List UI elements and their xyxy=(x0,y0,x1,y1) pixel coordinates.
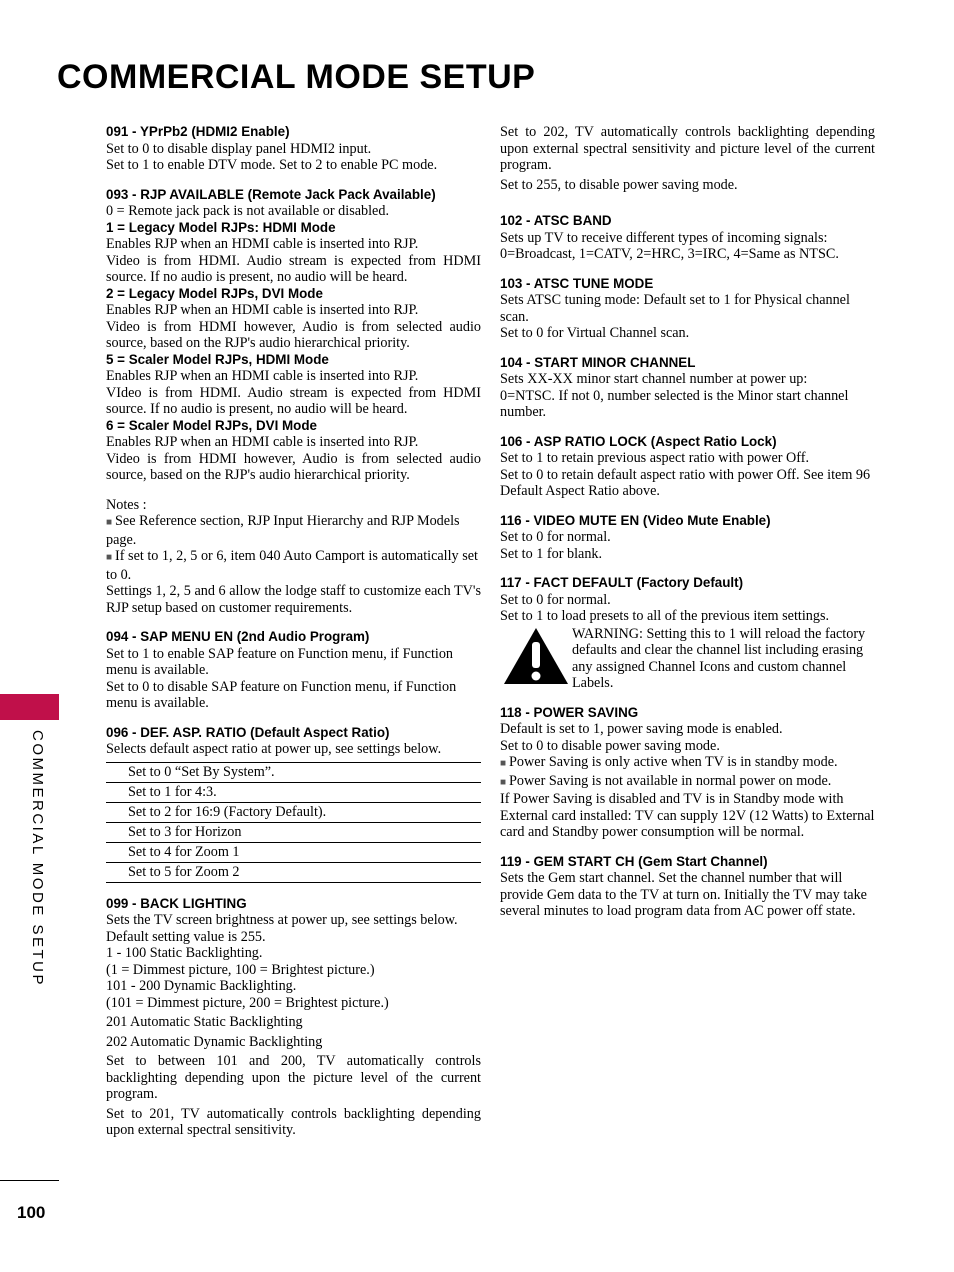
note-text: If set to 1, 2, 5 or 6, item 040 Auto Camport is automatically set to 0. xyxy=(106,548,478,583)
warning-icon xyxy=(500,626,572,686)
text-line: Set to 0 to retain default aspect ratio with power Off. See item 96 Default Aspect Ratio above. xyxy=(500,466,871,499)
mode-title: 5 = Scaler Model RJPs, HDMI Mode xyxy=(106,351,329,367)
text-line: Set to 1 to enable SAP feature on Function menu, if Function menu is available. xyxy=(106,645,454,678)
text-line: Settings 1, 2, 5 and 6 allow the lodge staff to customize each TV's RJP setup based on customer requirements. xyxy=(106,583,481,616)
mode-title: 2 = Legacy Model RJPs, DVI Mode xyxy=(106,285,323,301)
section-091 xyxy=(106,124,481,174)
section-heading: 119 - GEM START CH (Gem Start Channel) xyxy=(500,853,768,869)
section-heading: 099 - BACK LIGHTING xyxy=(106,895,247,911)
text-line: Set to 201, TV automatically controls backlighting depending upon external spectral sensitivity. xyxy=(106,1105,481,1138)
text-line: (1 = Dimmest picture, 100 = Brightest picture.) xyxy=(106,961,375,978)
text-line: Set to 202, TV automatically controls backlighting depending upon external spectral sensitivity and picture level of the current program. xyxy=(500,124,875,173)
bullet-text: Power Saving is only active when TV is in standby mode. xyxy=(509,754,838,770)
table-row xyxy=(106,862,481,882)
text-line: 0=Broadcast, 1=CATV, 2=HRC, 3=IRC, 4=Same as NTSC. xyxy=(500,246,839,262)
notes-label: Notes : xyxy=(106,496,147,513)
bullet-text: Power Saving is not available in normal power on mode. xyxy=(509,772,832,789)
table-row xyxy=(106,782,481,802)
text-line: Sets up TV to receive different types of incoming signals: xyxy=(500,229,828,246)
text-line: Sets the TV screen brightness at power up, see settings below. xyxy=(106,912,458,928)
mode-title: 1 = Legacy Model RJPs: HDMI Mode xyxy=(106,219,336,235)
text-line: (101 = Dimmest picture, 200 = Brightest picture.) xyxy=(106,994,389,1011)
text-line: Set to 1 to enable DTV mode. Set to 2 to enable PC mode. xyxy=(106,157,438,173)
text-line: 1 - 100 Static Backlighting. xyxy=(106,945,263,961)
warning-block xyxy=(500,626,875,692)
page-number: 100 xyxy=(17,1203,46,1222)
text-line: Selects default aspect ratio at power up, see settings below. xyxy=(106,741,442,757)
text-line: Enables RJP when an HDMI cable is inserted into RJP. xyxy=(106,236,419,252)
section-102 xyxy=(500,213,875,263)
text-line: VIdeo is from HDMI. Audio stream is expected from HDMI source. If no audio is present, no audio will be heard. xyxy=(106,384,481,417)
table-cell: Set to 5 for Zoom 2 xyxy=(106,862,481,882)
text-line: Set to 1 to load presets to all of the previous item settings. xyxy=(500,608,830,624)
section-heading: 118 - POWER SAVING xyxy=(500,704,639,720)
square-bullet-icon: ■ xyxy=(106,517,113,528)
text-line: Default is set to 1, power saving mode is enabled. xyxy=(500,721,783,737)
text-line: 201 Automatic Static Backlighting xyxy=(106,1014,303,1030)
section-heading: 106 - ASP RATIO LOCK (Aspect Ratio Lock) xyxy=(500,433,777,449)
section-106 xyxy=(500,434,875,500)
text-line: 0=NTSC. If not 0, number selected is the Minor start channel number. xyxy=(500,387,849,420)
section-heading: 116 - VIDEO MUTE EN (Video Mute Enable) xyxy=(500,512,771,528)
text-line: 0 = Remote jack pack is not available or disabled. xyxy=(106,203,389,219)
text-line: Set to 1 to retain previous aspect ratio with power Off. xyxy=(500,450,810,466)
text-line: Video is from HDMI however, Audio is from selected audio source, based on the RJP's audio hierarchical priority. xyxy=(106,450,481,483)
text-line: Set to 0 for normal. xyxy=(500,591,611,608)
warning-text: WARNING: Setting this to 1 will reload the factory defaults and clear the channel list including erasing any assigned Channel Icons and custom channel Labels. xyxy=(572,625,866,691)
section-heading: 093 - RJP AVAILABLE (Remote Jack Pack Available) xyxy=(106,186,436,202)
text-line: Default setting value is 255. xyxy=(106,928,266,945)
section-118 xyxy=(500,705,875,841)
section-093 xyxy=(106,187,481,484)
text-line: Enables RJP when an HDMI cable is inserted into RJP. xyxy=(106,434,419,450)
square-bullet-icon: ■ xyxy=(500,758,507,769)
table-cell: Set to 3 for Horizon xyxy=(106,822,481,842)
text-line: Enables RJP when an HDMI cable is inserted into RJP. xyxy=(106,302,419,318)
square-bullet-icon: ■ xyxy=(500,776,507,788)
section-104 xyxy=(500,355,875,421)
section-099-continued xyxy=(500,124,875,193)
section-117 xyxy=(500,575,875,692)
section-099 xyxy=(106,896,481,1139)
aspect-ratio-table xyxy=(106,762,481,883)
table-cell: Set to 4 for Zoom 1 xyxy=(106,842,481,862)
notes xyxy=(106,497,481,617)
table-row xyxy=(106,822,481,842)
text-line: Set to 1 for blank. xyxy=(500,545,603,562)
left-column xyxy=(106,124,481,1152)
text-line: Sets ATSC tuning mode: Default set to 1 for Physical channel scan. xyxy=(500,292,850,325)
text-line: 101 - 200 Dynamic Backlighting. xyxy=(106,978,297,994)
right-column xyxy=(500,124,875,933)
section-heading: 102 - ATSC BAND xyxy=(500,213,612,228)
note-text: See Reference section, RJP Input Hierarchy and RJP Models page. xyxy=(106,513,460,548)
text-line: Set to 0 for normal. xyxy=(500,529,611,545)
table-cell: Set to 2 for 16:9 (Factory Default). xyxy=(106,802,481,822)
section-heading: 096 - DEF. ASP. RATIO (Default Aspect Ratio) xyxy=(106,724,390,740)
square-bullet-icon: ■ xyxy=(106,552,113,563)
text-line: Enables RJP when an HDMI cable is inserted into RJP. xyxy=(106,368,419,384)
text-line: Video is from HDMI however, Audio is from selected audio source, based on the RJP's audio hierarchical priority. xyxy=(106,318,481,351)
text-line: Set to between 101 and 200, TV automatically controls backlighting depending upon the picture level of the current program. xyxy=(106,1053,481,1102)
section-103 xyxy=(500,276,875,342)
section-heading: 117 - FACT DEFAULT (Factory Default) xyxy=(500,575,744,590)
text-line: If Power Saving is disabled and TV is in Standby mode with External card installed: TV can supply 12V (12 Watts) to External card and Standby power consumption will be normal. xyxy=(500,791,875,840)
text-line: Set to 0 to disable display panel HDMI2 input. xyxy=(106,140,372,157)
section-119 xyxy=(500,854,875,920)
text-line: Set to 0 to disable power saving mode. xyxy=(500,737,720,754)
section-096 xyxy=(106,725,481,883)
section-116 xyxy=(500,513,875,563)
section-heading: 103 - ATSC TUNE MODE xyxy=(500,275,654,291)
table-row xyxy=(106,842,481,862)
text-line: 202 Automatic Dynamic Backlighting xyxy=(106,1033,323,1050)
section-094 xyxy=(106,629,481,712)
section-tab-marker xyxy=(0,694,59,720)
text-line: Sets the Gem start channel. Set the channel number that will provide Gem data to the TV at turn on. Initially the TV may take several minutes to load program data from AC power off state. xyxy=(500,870,867,919)
mode-title: 6 = Scaler Model RJPs, DVI Mode xyxy=(106,417,317,433)
text-line: Video is from HDMI. Audio stream is expected from HDMI source. If no audio is present, no audio will be heard. xyxy=(106,252,481,285)
table-row xyxy=(106,762,481,782)
page-title: COMMERCIAL MODE SETUP xyxy=(57,58,536,96)
text-line: Set to 255, to disable power saving mode. xyxy=(500,176,738,193)
text-line: Set to 0 to disable SAP feature on Function menu, if Function menu is available. xyxy=(106,678,457,711)
page-number-rule xyxy=(0,1180,59,1181)
side-section-label: COMMERCIAL MODE SETUP xyxy=(29,730,46,987)
text-line: Sets XX-XX minor start channel number at power up: xyxy=(500,371,808,387)
section-heading: 094 - SAP MENU EN (2nd Audio Program) xyxy=(106,629,370,644)
section-heading: 104 - START MINOR CHANNEL xyxy=(500,354,696,370)
table-cell: Set to 1 for 4:3. xyxy=(106,782,481,802)
section-heading: 091 - YPrPb2 (HDMI2 Enable) xyxy=(106,124,290,139)
table-row xyxy=(106,802,481,822)
text-line: Set to 0 for Virtual Channel scan. xyxy=(500,325,690,341)
table-cell: Set to 0 “Set By System”. xyxy=(106,762,481,782)
